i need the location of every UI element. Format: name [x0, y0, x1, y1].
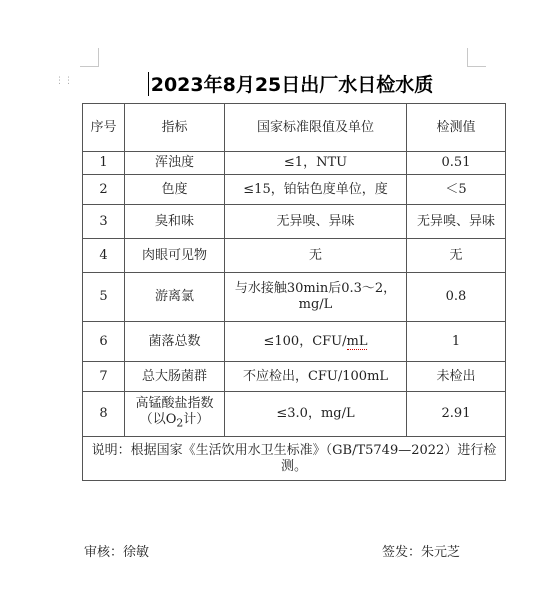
header-value: 检测值 [407, 104, 506, 152]
document-title[interactable]: 2023年8月25日出厂水日检水质 [150, 74, 434, 96]
row-limit: 不应检出，CFU/100mL [225, 362, 407, 392]
table-row [83, 239, 506, 273]
row-limit-prefix: ≤100，CFU/ [263, 333, 347, 349]
header-limit: 国家标准限值及单位 [225, 104, 407, 152]
row-limit-unit: mL [346, 333, 368, 349]
row-item [125, 392, 225, 437]
row-value: 0.8 [407, 273, 506, 322]
row-item-line1: 高锰酸盐指数 [135, 396, 214, 412]
row-value: 无 [407, 239, 506, 273]
row-limit [225, 273, 407, 322]
row-no: 5 [83, 273, 125, 322]
row-item: 菌落总数 [125, 322, 225, 362]
reviewer-signature: 审核：徐敏 [84, 545, 150, 560]
row-value: 1 [407, 322, 506, 362]
header-item: 指标 [125, 104, 225, 152]
row-limit: ≤15，铂钴色度单位，度 [225, 175, 407, 205]
table-drag-handle-icon[interactable]: ⋮⋮ [55, 76, 73, 86]
row-item: 总大肠菌群 [125, 362, 225, 392]
table-row [83, 175, 506, 205]
row-item-subscript: 2 [176, 416, 184, 430]
row-limit: 无 [225, 239, 407, 273]
row-value: 未检出 [407, 362, 506, 392]
table-row [83, 152, 506, 175]
issuer-signature: 签发：朱元芝 [382, 545, 461, 560]
row-item: 游离氯 [125, 273, 225, 322]
row-item-line2-post: 计） [183, 412, 210, 428]
row-value: 0.51 [407, 152, 506, 175]
header-no: 序号 [83, 104, 125, 152]
text-cursor [148, 72, 149, 96]
table-row [83, 392, 506, 437]
row-limit-line1: 与水接触30min后0.3～2， [234, 281, 397, 296]
row-value: ＜5 [407, 175, 506, 205]
table-row [83, 322, 506, 362]
water-quality-table [82, 103, 506, 481]
row-item: 浑浊度 [125, 152, 225, 175]
page-corner-mark-top-right [467, 48, 486, 67]
row-no: 7 [83, 362, 125, 392]
row-no: 8 [83, 392, 125, 437]
row-value: 2.91 [407, 392, 506, 437]
row-item: 色度 [125, 175, 225, 205]
row-no: 1 [83, 152, 125, 175]
row-no: 6 [83, 322, 125, 362]
row-limit [225, 322, 407, 362]
row-item-line2-pre: （以O [139, 412, 177, 428]
table-note-row [83, 437, 506, 481]
row-no: 3 [83, 205, 125, 239]
table-header-row [83, 104, 506, 152]
row-no: 2 [83, 175, 125, 205]
table-row [83, 362, 506, 392]
table-note: 说明：根据国家《生活饮用水卫生标准》（GB/T5749—2022）进行检测。 [83, 437, 506, 481]
row-limit: ≤3.0，mg/L [225, 392, 407, 437]
row-value: 无异嗅、异味 [407, 205, 506, 239]
row-item: 臭和味 [125, 205, 225, 239]
table-row [83, 273, 506, 322]
row-limit: ≤1，NTU [225, 152, 407, 175]
table-row [83, 205, 506, 239]
row-item: 肉眼可见物 [125, 239, 225, 273]
row-no: 4 [83, 239, 125, 273]
row-limit-line2: mg/L [298, 297, 333, 312]
page-corner-mark-top-left [80, 48, 99, 67]
row-limit: 无异嗅、异味 [225, 205, 407, 239]
